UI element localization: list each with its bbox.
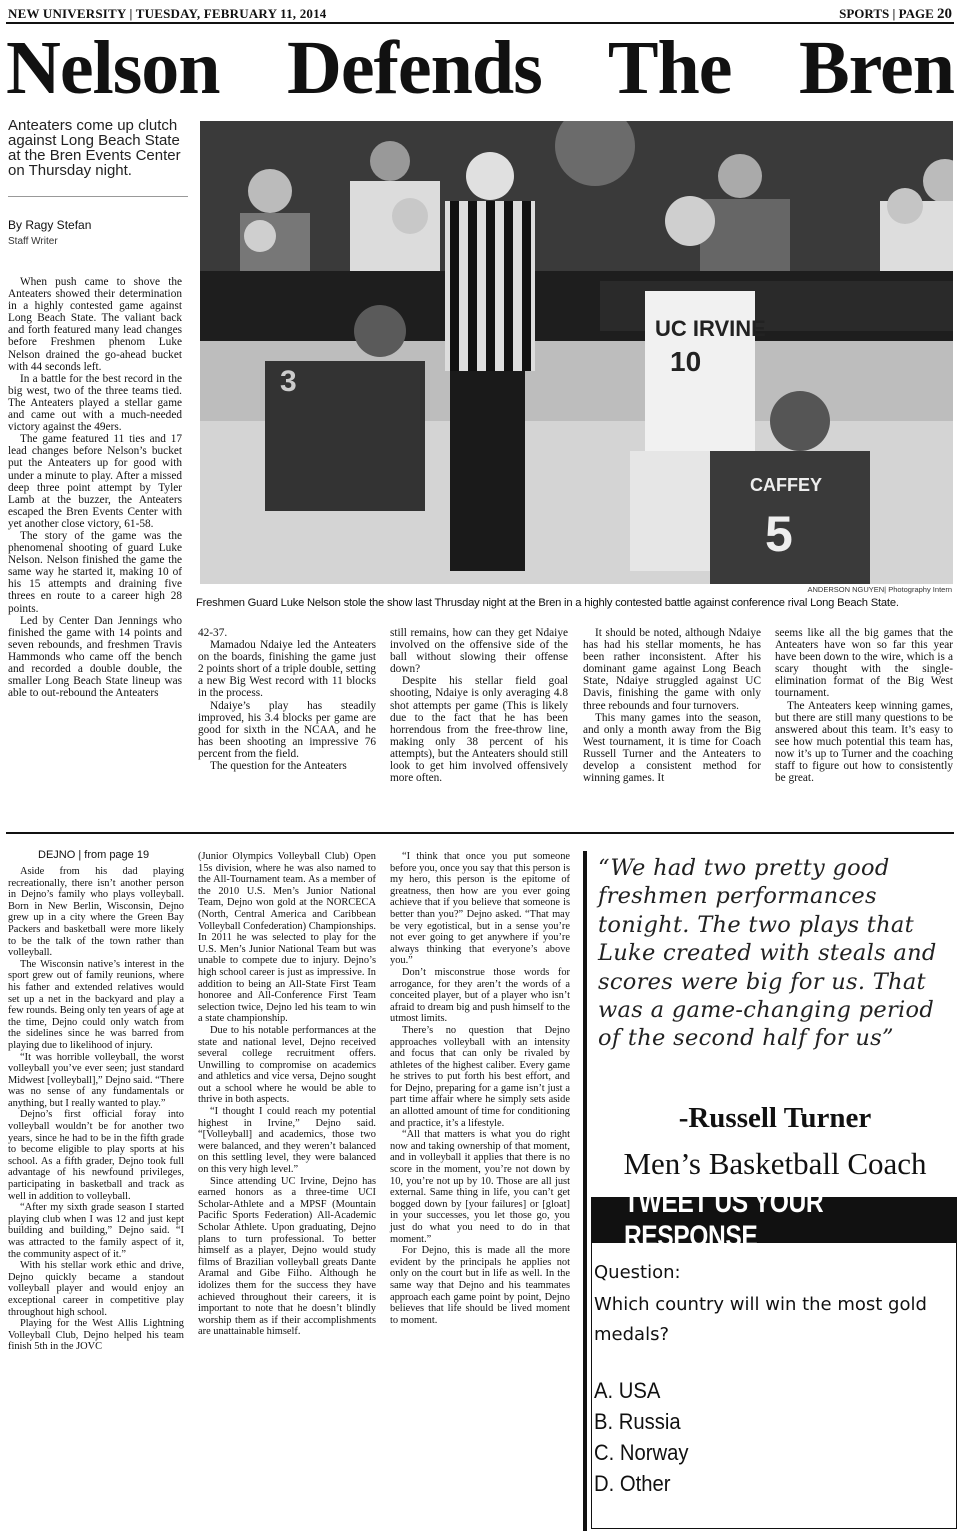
- jersey-text: UC IRVINE: [655, 316, 766, 341]
- paragraph: The Anteaters keep winning games, but there are still many questions to be answered about this team. It’s easy to see how much potential this team has, now it’s up to Turner and the coaching staff to figure out how to consistently be great.: [775, 699, 953, 785]
- photo-credit: ANDERSON NGUYEN| Photography Intern: [807, 585, 952, 594]
- poll-option: A. USA: [594, 1378, 661, 1403]
- paragraph: The story of the game was the phenomenal shooting of guard Luke Nelson. Nelson finished the game the same way he started it, making 10 of his 15 attempts and draining five threes en route to a career high 28 points.: [8, 529, 182, 615]
- section-label: SPORTS | PAGE: [839, 6, 937, 21]
- basketball-photo-illustration: [200, 121, 953, 584]
- question-label: Question:: [594, 1262, 681, 1283]
- story-column-4: [583, 627, 761, 784]
- story-column-2: [198, 627, 376, 772]
- paragraph: Mamadou Ndaiye led the Anteaters on the boards, finishing the game just 2 points short of a triple double, setting a new Big West record with 11 blocks in the process.: [198, 639, 376, 700]
- story-column-3: [390, 627, 568, 784]
- poll-option: D. Other: [594, 1471, 671, 1496]
- paragraph: “It was horrible volleyball, the worst volleyball you’ve ever seen; just standard Midwest [volleyball],” Dejno said. “There was no sense of any fundamentals or anything, but I really wanted to play.”: [8, 1051, 185, 1109]
- masthead-date-line: NEW UNIVERSITY | TUESDAY, FEBRUARY 11, 2014: [8, 6, 327, 21]
- paragraph: still remains, how can they get Ndaiye involved on the offensive side of the ball without slowing their offense down?: [390, 627, 568, 676]
- jersey-number-back: 5: [765, 506, 793, 562]
- jump-column-3: [390, 851, 570, 1326]
- game-photo: [200, 121, 953, 584]
- paragraph: “All that matters is what you do right now and taking ownership of that moment, and in volleyball it applies that there is no score in the moment, you’re not down by 10, you’re not up by 10. Those are all just external. Same thing in life, you can’t get bogged down by [your failures] or [gloat] in your successes, you let those go, you just do what you need to do in that moment.”: [390, 1129, 570, 1245]
- paragraph: Playing for the West Allis Lightning Volleyball Club, Dejno helped his team finish 5th in the JOVC: [8, 1318, 184, 1353]
- paragraph: Dejno’s first official foray into volleyball wouldn’t be for another two years, since he had to be in the fifth grade to become eligible to play sports at his school. As a fifth grader, Dejno took full advantage of his newfound privileges, participating in basketball and track as well in addition to volleyball.: [8, 1109, 184, 1202]
- paragraph: “I think that once you put someone before you, once you say that this person is my hero, this person is the epitome of greatness, then how are you ever going achieve that if you believe that someone is better than you?” Dejno asked. “That may be very egotistical, but in a sense you’re not ever going to get anywhere if you’re always thinking that everyone’s above you.”: [390, 851, 570, 967]
- deck-subhead: Anteaters come up clutch against Long Beach State at the Bren Events Center on Thursday night.: [8, 117, 181, 179]
- photo-caption: Freshmen Guard Luke Nelson stole the show last Thrusday night at the Bren in a highly contested battle against conference rival Long Beach State.: [196, 597, 899, 609]
- paragraph: Since attending UC Irvine, Dejno has earned honors as a three-time UCI Scholar-Athlete and a MPSF (Mountain Pacific Sports Federation) All-Academic Scholar Athlete. Upon graduating, Dejno plans to turn professional. To better himself as a player, Dejno would study films of Brazilian volleyball greats Dante Aramal and Gibe Filho. Although he idolizes them for the success they have achieved throughout their careers, it is important to note that he doesn’t blindly worship them as if their accomplishments are unattainable himself.: [198, 1175, 376, 1338]
- paragraph: This many games into the season, and only a month away from the Big West tournament, it is time for Coach Russell Turner and the Anteaters to develop a consistent method for winning games. It: [583, 711, 761, 785]
- paragraph: Ndaiye’s play has steadily improved, his 3.4 blocks per game are good for sixth in the NCAA, and he has been shooting an impressive 76 percent from the field.: [198, 699, 376, 760]
- paragraph: With his stellar work ethic and drive, Dejno quickly became a standout volleyball player and would enjoy an exceptional career in competitive play throughout high school.: [8, 1260, 184, 1318]
- paragraph: For Dejno, this is made all the more evident by the principals he applies not only on the court but in life as well. In the same way that Dejno and his teammates approach each game point by point, Dejno believes that life should be lived moment to moment.: [390, 1245, 570, 1326]
- paragraph: Led by Center Dan Jennings who finished the game with 14 points and seven rebounds, and freshmen Travis Hammonds who came off the bench and recorded a double double, the smaller Long Beach State lineup was able to out-rebound the Anteaters: [8, 614, 182, 700]
- jump-header: [38, 849, 149, 861]
- byline: By Ragy Stefan: [8, 218, 92, 232]
- poll-option: C. Norway: [594, 1440, 689, 1465]
- paragraph: Despite his stellar field goal shooting, Ndaiye is only averaging 4.8 shot attempts per game (This is likely due to the fact that he has been horrendous from the free-throw line, making only 38 percent of his attempts), but the Anteaters should still look to get him involved offensively more often.: [390, 675, 568, 785]
- jersey-number-left: 3: [280, 365, 297, 398]
- jersey-name: CAFFEY: [750, 475, 822, 495]
- page-number: 20: [937, 6, 952, 22]
- tweet-banner: [591, 1186, 957, 1253]
- deck-rule: [8, 196, 188, 197]
- byline-role: Staff Writer: [8, 236, 58, 247]
- jump-column-1: [8, 866, 184, 1353]
- paragraph: Due to his notable performances at the state and national level, Dejno received several college recruitment offers. Unwilling to compromise on academics and athletics and vice versa, Dejno sought out a school where he would be able to thrive in both aspects.: [198, 1024, 376, 1106]
- story-column-5: [775, 627, 953, 784]
- paragraph: 42-37.: [198, 627, 228, 639]
- jersey-number: 10: [670, 346, 702, 377]
- section-page-label: [839, 6, 952, 23]
- column-divider: [583, 851, 587, 1531]
- paragraph: “I thought I could reach my potential highest in Irvine,” Dejno said. “[Volleyball] and academics, those two were balanced, and they weren’t balanced on this settling level, they were balanced on this very high level.”: [198, 1106, 376, 1176]
- quote-attribution-name: -Russell Turner: [678, 1102, 872, 1134]
- jump-from: | from page 19: [78, 849, 150, 861]
- story-column-1: [8, 276, 182, 699]
- paragraph: When push came to shove the Anteaters showed their determination in a highly contested game against Long Beach State. The valiant back and forth featured many lead changes before Freshmen phenom Luke Nelson drained the go-ahead bucket with 44 seconds left.: [8, 276, 182, 373]
- pull-quote: “We had two pretty good freshmen performances tonight. The two plays that Luke created with steals and scores were big for us. That was a game-changing period of the second half for us”: [598, 855, 937, 1052]
- jump-column-2: [198, 851, 376, 1338]
- paragraph: The game featured 11 ties and 17 lead changes before Nelson’s bucket put the Anteaters up for good with under a minute to play. After a missed deep three point attempt by Tyler Lamb at the buzzer, the Anteaters escaped the Bren Events Center with yet another close victory, 61-58.: [8, 433, 182, 530]
- paragraph: seems like all the big games that the Anteaters have won so far this year have been down to the wire, which is a scary thought with the single-elimination format of the Big West tournament.: [775, 627, 953, 700]
- jump-label: DEJNO: [38, 849, 76, 861]
- quote-attribution-title: Men’s Basketball Coach: [623, 1146, 927, 1181]
- paragraph: Don’t misconstrue those words for arrogance, for they aren’t the words of a conceited player, but of a player who isn’t afraid to dream big and push himself to the utmost limits.: [390, 966, 570, 1025]
- paragraph: (Junior Olympics Volleyball Club) Open 15s division, where he was also named to the All-Tournament team. As a member of the 2010 U.S. Men’s Junior National Team, Dejno won gold at the NORCECA (North, Central America and Caribbean Volleyball Confederation) Championships. In 2011 he was selected to play for the U.S. Men’s Junior National Team but was unable to compete due to injury. Dejno’s high school career is just as impressive. In addition to being an All-State First Team honoree and All-Conference First Team selection twice, Dejno led his team to win a state championship.: [198, 851, 376, 1025]
- paragraph: Aside from his dad playing recreationally, there isn’t another person in Dejno’s family who plays volleyball. Born in New Berlin, Wisconsin, Dejno grew up in a city where the Green Bay Packers and basketball were more likely to be the talk of the town rather than volleyball.: [8, 866, 184, 959]
- paragraph: “After my sixth grade season I started playing club when I was 12 and just kept building and building,” Dejno said. “I was attracted to the family aspect of it, the community aspect of it.”: [8, 1202, 184, 1260]
- poll-question: Which country will win the most gold medals?: [594, 1294, 927, 1345]
- paragraph: It should be noted, although Ndaiye has had his stellar moments, he has been rather inconsistent. After his dominant game against Long Beach State, Ndaiye struggled against UC Davis, finishing the game with only three rebounds and four turnovers.: [583, 627, 761, 712]
- paragraph: The question for the Anteaters: [210, 760, 347, 773]
- section-divider: [6, 832, 954, 834]
- paragraph: There’s no question that Dejno approaches volleyball with an intensity and focus that can only be rivaled by athletes of the highest caliber. Every game he strives to put forth his best effort, and for Dejno, preparing for a game isn’t just a part time affair where he simply sets aside an allotted amount of time for conditioning and practice, it’s a lifestyle.: [390, 1024, 570, 1129]
- headline: Nelson Defends The Bren: [6, 26, 954, 110]
- tweet-banner-text: TWEET US YOUR RESPONSE: [623, 1186, 824, 1253]
- paragraph: In a battle for the best record in the big west, two of the three teams tied. The Anteaters played a stellar game and came out with a much-needed victory against the 49ers.: [8, 372, 182, 434]
- poll-option: B. Russia: [594, 1409, 681, 1434]
- paragraph: The Wisconsin native’s interest in the sport grew out of family reunions, where his father and extended relatives would set up a net in the backyard and play a few rounds. Being only ten years of age at the time, Dejno could only watch from the sidelines since he was barred from playing due to likelihood of injury.: [8, 958, 184, 1051]
